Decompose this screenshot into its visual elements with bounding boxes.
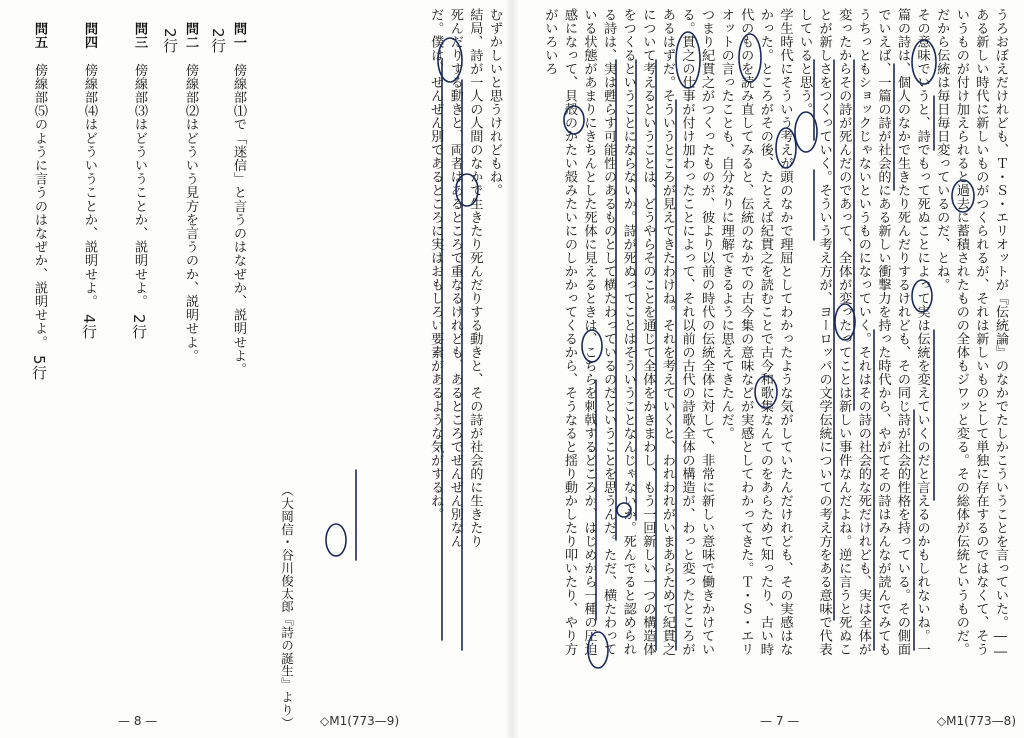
handwritten-line-count: 4行 xyxy=(80,314,98,340)
handwritten-line-count: 2行 xyxy=(161,28,179,54)
page7-body-text: うろおぼえだけれども、Ｔ・Ｓ・エリオットが『伝統論』のなかでたしかこういうことを言っていた。――ある新しい時代に新しいものがつくられるが、それは新しいものとして単独に存在するのではなくて、そういうものが付け加えられると過去に蓄積されたものの全体もジワッと変る。その総体が伝統というものだ。だから伝統は毎日毎日変っているのだ、とね。 その意味でいうと、詩でもって死ぬことによって実は伝統を変えていくのだと言えるのかもしれないね。一篇の詩は、個人のなかで生きたり死んだりするけれども、その同じ詩が社会的性格を持っている。その側面でいえば、一篇の詩が社会的にある新しい衝撃力を持った時代から、やがてその詩はみんなが読んでみてもうちっともショックじゃないというものになっていく。それはその詩の社会的な死だけれども、実は全体が変ったからその詩が死んだのであって、全体が変ったってことは新しい事件なんだよね。逆に言うと死ぬことが新しさをつくっていく。そういう考え方が、ヨーロッパの文学伝統についての考え方をある意味で代表していると思う。 学生時代にそういう考えが頭のなかで理屈としてわかったような気がしていたんだけれども、その実感はなかった。ところがその後、たとえば紀貫之を読むことで古今和歌集なんてのをあらためて知ったり、古い時代のものを読み直してみると、伝統のなかでの古今集の意味などが実感としてわかってきた。Ｔ・Ｓ・エリオットの言ったことも、自分なりに理解できるように思えてきたんだ。 つまり紀貫之がつくったものが、彼より以前の時代の伝統全体に対して、非常に新しい意味で働きかけている。貫之の仕事が付け加わったことによって、それ以前の古代の詩歌全体の構造が、わっと変ったところがあるはずだ。そういうところが見えてきたわけね。それを考えていくと、われわれがいまあらためて紀貫之について考えるということは、どうやらそのことを通じて全体をかきまわし、もう一回新しい一つの構造体をつくるということにならないか。詩が死ぬってことはそういうことなんじゃないか。死んでると認められる詩は、実は甦らす可能性のあるものとして横たわっているのだということを思うんだ。ただ、横たわっている状態があまりにきちんとした死体に見えるときは、こちらを刺戟するどころか、はじめから一種の圧迫感になって、貝殻のかたい殻みたいにのしかかってくるから、そうなると揺り動かしたり叩いたり、やり方がいろいろ xyxy=(542,8,1008,660)
question-number: 問二 xyxy=(183,22,198,50)
page7-code: ◇M1(773—8) xyxy=(936,714,1016,728)
source-citation: （大岡信・谷川俊太郎『詩の誕生』より） xyxy=(279,484,294,730)
question-text: 傍線部⑴で「迷信」と言うのはなぜか、説明せよ。 xyxy=(231,63,246,377)
handwritten-line-count: 2行 xyxy=(209,28,227,54)
page7-number: — 7 — xyxy=(760,714,800,728)
circled-word xyxy=(326,524,346,556)
handwritten-line-count: 5行 xyxy=(30,354,48,381)
question-number: 問三 xyxy=(132,22,147,50)
handwritten-line-count: 2行 xyxy=(130,314,148,340)
question-text: 傍線部⑶はどういうことか、説明せよ。 xyxy=(132,63,147,309)
question-number: 問一 xyxy=(231,22,246,50)
question-item xyxy=(29,22,50,380)
question-item xyxy=(160,22,200,382)
page8-code: ◇M1(773—9) xyxy=(320,714,400,728)
question-item xyxy=(208,22,248,382)
question-list xyxy=(18,22,248,382)
question-item xyxy=(129,22,150,339)
question-text: 傍線部⑵はどういう見方を言うのか、説明せよ。 xyxy=(183,63,198,363)
question-item xyxy=(79,22,100,339)
question-text: 傍線部⑷はどういうことか、説明せよ。 xyxy=(82,63,97,309)
page8-number: — 8 — xyxy=(118,714,158,728)
question-number: 問四 xyxy=(82,22,97,50)
question-text: 傍線部⑸のように言うのはなぜか、説明せよ。 xyxy=(32,63,47,349)
page8-body-text: むずかしいと思うけれどもね。 結局、詩が一人の人間のなかで生きたり死んだりする動きと、その詩が社会的に生きたり死んだりする動きと、両者はあるところで重なるけれども、あるところでぜんぜん別なんだ。僕は、ぜんぜん別であるところに実はおもしろい要素があるような気がするね。 xyxy=(428,8,502,548)
page-gutter xyxy=(505,0,519,738)
question-number: 問五 xyxy=(32,22,47,50)
